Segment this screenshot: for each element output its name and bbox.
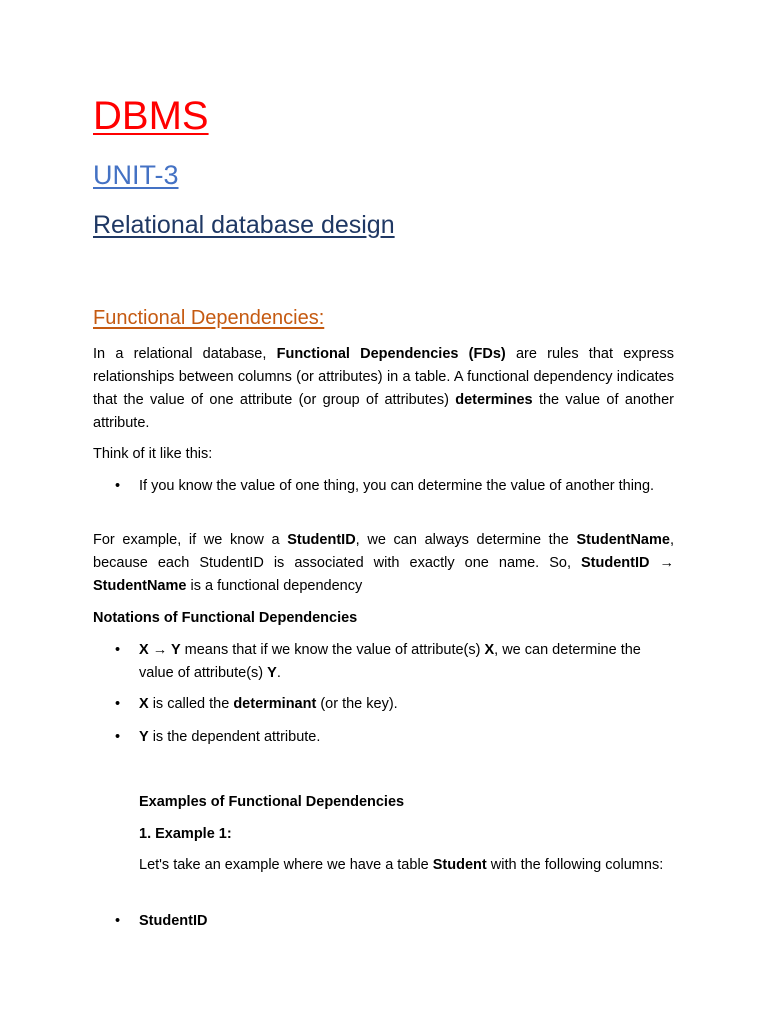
notation2-bold-determinant: determinant [233,696,317,712]
notation2-text-2: (or the key). [316,696,398,712]
example1-text-2: with the following columns: [486,857,664,873]
unit-heading: UNIT-3 [93,160,179,190]
bullet-icon: • [115,642,121,658]
notation1-text-1: means that if we know the value of attribute(s) [180,642,485,658]
example1-paragraph [139,854,674,877]
section-heading: Functional Dependencies: [93,307,325,329]
example-bold-studentname: StudentName [576,532,670,548]
notations-heading: Notations of Functional Dependencies [93,610,358,626]
intro-bold-determines: determines [455,392,533,408]
bullet-icon: • [115,913,121,929]
bullet-text [139,639,674,685]
example-paragraph [93,529,674,598]
think-paragraph: Think of it like this: [93,446,213,462]
intro-text-1: In a relational database, [93,346,277,362]
topic-heading: Relational database design [93,211,395,239]
notation2-bold-x: X [139,696,149,712]
examples-heading: Examples of Functional Dependencies [139,794,405,810]
intro-paragraph [93,343,674,435]
example1-heading: 1. Example 1: [139,826,232,842]
example1-bold-student: Student [432,857,487,873]
example-text-4: is a functional dependency [186,578,363,594]
intro-text-3: the value of another attribute. [93,392,674,431]
notation1-text-2: , we can determine the value of attribute(s) [139,642,641,681]
notation3-text-1: is the dependent attribute. [148,729,321,745]
bullet-icon: • [115,729,121,745]
intro-text-2: are rules that express relationships between columns (or attributes) in a table. A functional dependency indicates that the value of one attribute (or group of attributes) [93,346,674,408]
column-name: StudentID [139,913,208,929]
document-title: DBMS [93,94,209,138]
bullet-text: If you know the value of one thing, you can determine the value of another thing. [139,478,655,494]
notation2-text-1: is called the [148,696,234,712]
notation1-bold-y: Y [267,665,277,681]
bullet-text [139,726,674,749]
example-text-3: , because each StudentID is associated with exactly one name. So, [93,532,674,571]
example-bold-studentid: StudentID [287,532,356,548]
example-text-1: For example, if we know a [93,532,288,548]
example1-text-1: Let's take an example where we have a table [139,857,433,873]
notation1-text-3: . [276,665,281,681]
bullet-text [139,693,674,716]
notation1-bold-xy: X → Y [139,642,181,658]
example-bold-fd: StudentID → StudentName [93,555,674,594]
example-text-2: , we can always determine the [355,532,577,548]
intro-bold-fds: Functional Dependencies (FDs) [276,346,506,362]
notation1-bold-x: X [484,642,495,658]
bullet-icon: • [115,478,121,494]
notation3-bold-y: Y [139,729,149,745]
bullet-icon: • [115,696,121,712]
